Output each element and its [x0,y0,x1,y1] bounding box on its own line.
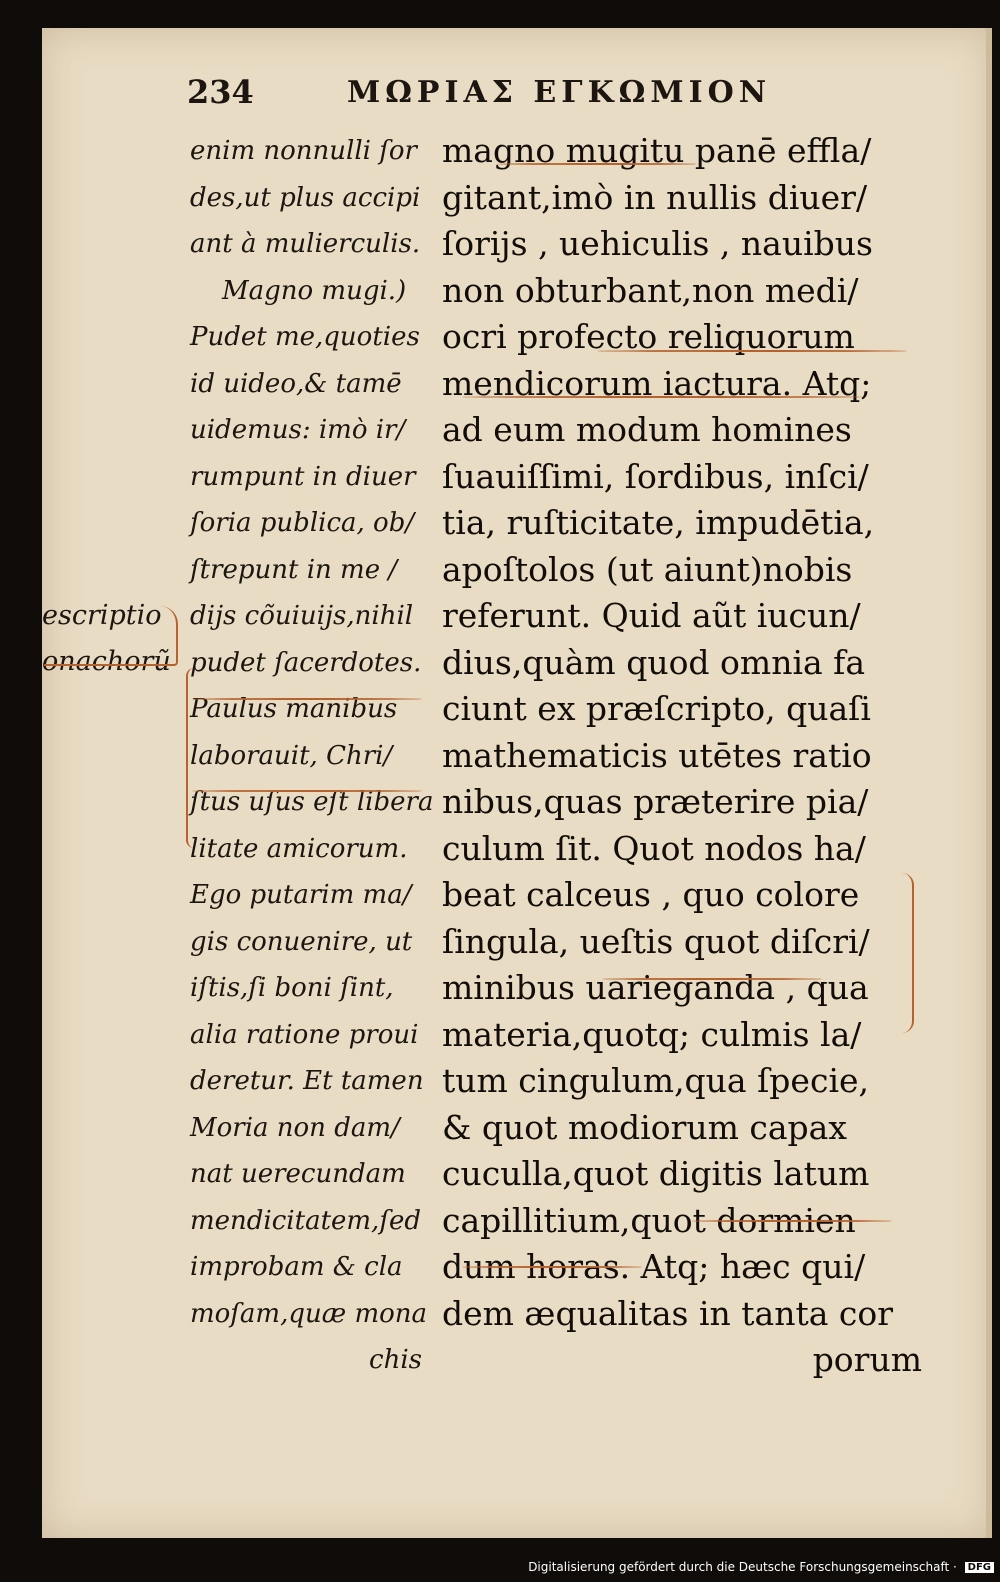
handwritten-underline [192,790,422,792]
commentary-line: enim nonnulli ſor [190,136,417,166]
commentary-line: litate amicorum. [190,833,408,864]
handwritten-bracket [902,873,914,1033]
text-line: gitant,imò in nullis diuer/ [442,177,868,217]
text-line: tum cingulum,qua ſpecie, [442,1061,870,1100]
text-line: beat calceus , quo colore [442,875,860,914]
commentary-line: gis conuenire, ut [190,926,413,957]
commentary-line: ſtus uſus eſt libera [190,787,434,817]
handwritten-underline [497,163,697,165]
text-line: apoſtolos (ut aiunt)nobis [442,549,853,589]
text-line: ad eum modum homines [442,410,852,449]
commentary-line: dijs cõuiuijs,nihil [190,601,414,631]
text-line: tia, ruſticitate, impudētia, [442,503,875,542]
text-line: magno mugitu panē effla/ [442,131,872,170]
text-line: mendicorum iactura. Atq; [442,363,872,403]
handwritten-underline [192,698,422,700]
commentary-line: iſtis,ſi boni ſint, [190,973,394,1003]
text-line: mathematicis utētes ratio [442,735,872,775]
text-line: dum horas. Atq; hæc qui/ [442,1247,866,1286]
margin-note: escriptio [42,600,162,631]
handwritten-underline [602,978,822,980]
commentary-line: Ego putarim ma/ [190,880,412,910]
margin-note: onachorũ [42,646,171,677]
commentary-catchword: chis [369,1345,422,1375]
commentary-line: nat uerecundam [190,1159,406,1189]
commentary-line: id uideo,& tamē [190,368,402,399]
text-line: non obturbant,non medi/ [442,270,859,310]
commentary-line: ſoria publica, ob/ [190,508,415,538]
book-page [42,28,992,1538]
commentary-line: ant à mulierculis. [190,229,421,259]
commentary-line: uidemus: imò ir/ [190,415,406,445]
commentary-line: Pudet me,quoties [190,322,420,352]
commentary-line: des,ut plus accipi [190,182,421,213]
commentary-line: moſam,quæ mona [190,1298,427,1329]
text-line: referunt. Quid aũt iucun/ [442,596,861,635]
text-line: ocri profecto reliquorum [442,317,855,356]
commentary-line: rumpunt in diuer [190,461,416,492]
handwritten-underline [462,1266,642,1268]
commentary-line: ſtrepunt in me / [190,554,398,585]
text-line: materia,quotq; culmis la/ [442,1014,862,1054]
text-line: minibus uarieganda , qua [442,968,869,1007]
text-line: ſuauiſſimi, ſordibus, inſci/ [442,456,869,496]
commentary-line: Paulus manibus [190,694,398,724]
commentary-line: laborauit, Chri/ [190,740,393,771]
handwritten-underline [597,350,907,352]
handwritten-bracket [186,668,194,848]
text-line: culum ſit. Quot nodos ha/ [442,828,866,868]
catchword: porum [812,1340,922,1379]
commentary-line: mendicitatem,ſed [190,1205,421,1236]
running-title: ΜΩΡΙΑΣ ΕΓΚΩΜΙΟΝ [347,75,772,110]
text-line: ſorijs , uehiculis , nauibus [442,224,873,263]
page-number: 234 [187,73,254,111]
commentary-line: deretur. Et tamen [190,1066,424,1096]
main-text-column [442,128,962,1384]
dfg-logo: DFG [965,1562,994,1573]
text-line: ſingula, ueſtis quot diſcri/ [442,921,870,961]
credit-text: Digitalisierung gefördert durch die Deutsche Forschungsgemeinschaft · [528,1560,957,1574]
commentary-line: improbam & cla [190,1252,403,1282]
text-line: cuculla,quot digitis latum [442,1154,870,1193]
handwritten-bracket [44,606,178,666]
text-line: capillitium,quot dormien [442,1200,856,1240]
text-line: & quot modiorum capax [442,1107,847,1147]
commentary-line: Moria non dam/ [190,1112,400,1143]
handwritten-underline [692,1220,892,1222]
handwritten-underline [462,396,862,398]
text-line: nibus,quas præterire pia/ [442,782,869,821]
commentary-line: Magno mugi.) [222,275,407,306]
commentary-column [190,128,434,1384]
digitization-credit [528,1560,994,1578]
text-line: dius,quàm quod omnia fa [442,642,866,682]
commentary-line: pudet ſacerdotes. [190,647,422,678]
page-header [187,73,907,115]
commentary-line: alia ratione proui [190,1019,419,1050]
text-line: dem æqualitas in tanta cor [442,1293,894,1333]
text-line: ciunt ex præſcripto, quaſi [442,689,871,728]
